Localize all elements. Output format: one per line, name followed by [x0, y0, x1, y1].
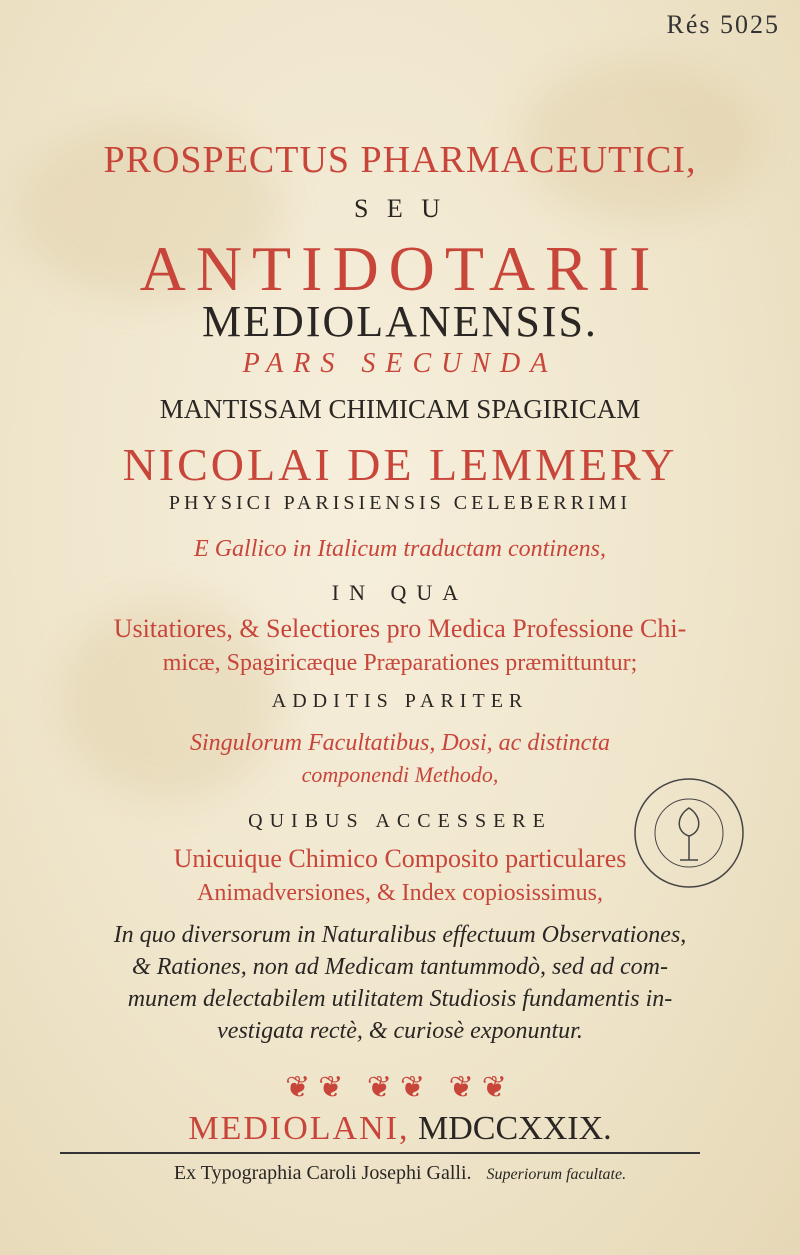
quibus-accessere: QUIBUS ACCESSERE — [248, 810, 552, 832]
inquo-line-3: munem delectabilem utilitatem Studiosis fundamentis in- — [127, 986, 673, 1012]
title-line-6: MANTISSAM CHIMICAM SPAGIRICAM — [159, 394, 641, 424]
title-line-4: MEDIOLANENSIS. — [202, 297, 598, 346]
printer-line — [0, 1162, 800, 1185]
title-line-9: E Gallico in Italicum traductam continens, — [194, 536, 606, 562]
imprint-rule — [60, 1152, 700, 1154]
singulorum-line-1: Singulorum Facultatibus, Dosi, ac distincta — [190, 730, 610, 756]
usitatiores-line-1: Usitatiores, & Selectiores pro Medica Professione Chi- — [113, 614, 687, 643]
additis-pariter: ADDITIS PARITER — [271, 690, 529, 712]
usitatiores-line-2: micæ, Spagiricæque Præparationes præmittuntur; — [162, 650, 638, 676]
inquo-line-4: vestigata rectè, & curiosè exponuntur. — [217, 1018, 583, 1044]
imprint-line — [0, 1110, 800, 1148]
title-line-10: IN QUA — [331, 580, 469, 605]
printers-ornament: ❦❦ ❦❦ ❦❦ — [285, 1071, 515, 1104]
printer-name: Ex Typographia Caroli Josephi Galli. — [173, 1162, 472, 1184]
library-stamp — [632, 776, 746, 890]
imprint-city: MEDIOLANI, — [188, 1110, 410, 1147]
unicuique-line-2: Animadversiones, & Index copiosissimus, — [197, 880, 603, 906]
title-line-7: NICOLAI DE LEMMERY — [122, 439, 678, 490]
inquo-line-1: In quo diversorum in Naturalibus effectuum Observationes, — [113, 922, 687, 948]
unicuique-line-1: Unicuique Chimico Composito particulares — [173, 844, 627, 873]
shelfmark: Rés 5025 — [666, 10, 780, 39]
inquo-line-2: & Rationes, non ad Medicam tantummodò, sed ad com- — [132, 954, 668, 980]
title-line-3: ANTIDOTARII — [139, 233, 661, 304]
title-line-5: PARS SECUNDA — [242, 348, 558, 379]
title-line-8: PHYSICI PARISIENSIS CELEBERRIMI — [168, 492, 632, 514]
tree-icon — [679, 808, 699, 860]
title-line-2: S E U — [353, 194, 447, 223]
imprint-year: MDCCXXIX. — [418, 1110, 612, 1147]
singulorum-line-2: componendi Methodo, — [301, 762, 499, 787]
title-line-1: PROSPECTUS PHARMACEUTICI, — [103, 139, 697, 181]
permission-note: Superiorum facultate. — [486, 1166, 627, 1183]
